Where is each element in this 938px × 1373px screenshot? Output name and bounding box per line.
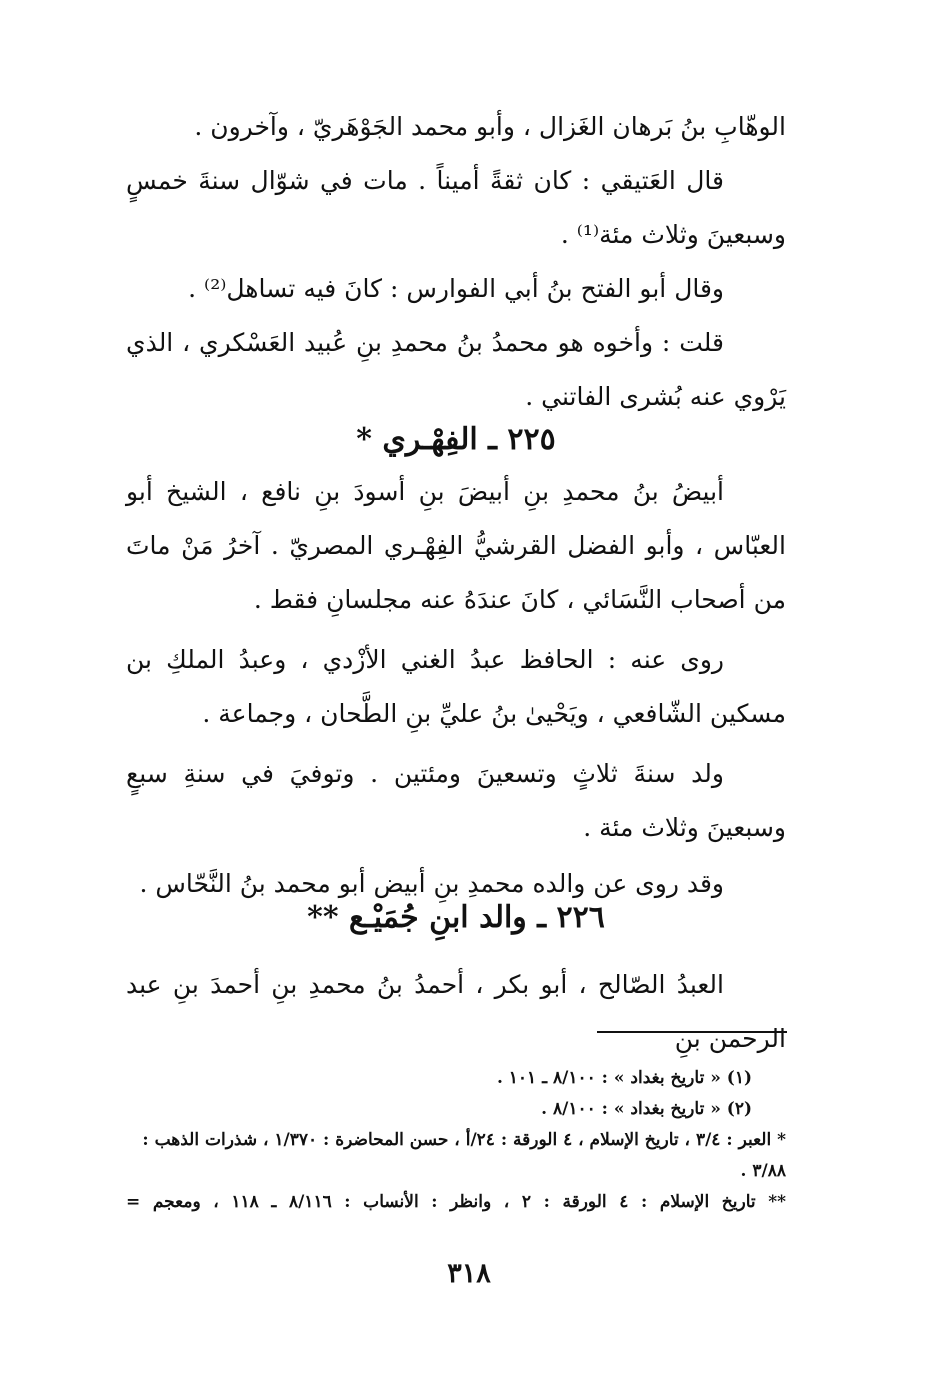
opening-text bbox=[126, 100, 786, 424]
footnote: (٢) « تاريخ بغداد » : ٨/١٠٠ . bbox=[541, 1099, 752, 1119]
paragraph: روى عنه : الحافظ عبدُ الغني الأزْدي ، وعبدُ الملكِ بن مسكين الشّافعي ، ويَحْيىٰ بنُ عليِّ بنِ الطَّحان ، وجماعة . bbox=[126, 645, 786, 728]
paragraph: وقد روى عن والده محمدِ بنِ أبيض أبو محمد بنُ النَّحّاس . bbox=[139, 869, 724, 898]
paragraph: ولد سنةَ ثلاثٍ وتسعينَ ومئتين . وتوفيَ في سنةِ سبعٍ وسبعينَ وثلاث مئة . bbox=[126, 759, 786, 842]
entry-225-text bbox=[126, 465, 786, 911]
paragraph: أبيضُ بنُ محمدِ بنِ أبيضَ بنِ أسودَ بنِ نافع ، الشيخ أبو العبّاس ، وأبو الفضل القرشيُّ الفِهْـري المصريّ . آخرُ مَنْ ماتَ من أصحاب النَّسَائي ، كانَ عندَهُ عنه مجلسانِ فقط . bbox=[126, 477, 786, 614]
paragraph: وقال أبو الفتح بنُ أبي الفوارس : كانَ فيه تساهل⁽²⁾ . bbox=[188, 274, 724, 303]
footnote: (١) « تاريخ بغداد » : ٨/١٠٠ ـ ١٠١ . bbox=[496, 1068, 752, 1088]
entry-226-text bbox=[126, 958, 786, 1066]
paragraph: قلت : وأخوه هو محمدُ بنُ محمدِ بنِ عُبيد العَسْكري ، الذي يَرْوي عنه بُشرى الفاتني . bbox=[126, 328, 786, 411]
page-number: ٣١٨ bbox=[447, 1258, 491, 1289]
entry-heading-225: ٢٢٥ ـ الفِهْـري * bbox=[356, 422, 556, 457]
footnote: * العبر : ٣/٤ ، تاريخ الإسلام ، ٤ الورقة : ٢٤/أ ، حسن المحاضرة : ١/٣٧٠ ، شذرات الذهب : ٣/٨٨ . bbox=[142, 1130, 786, 1181]
paragraph: الوهّابِ بنُ بَرهان الغَزال ، وأبو محمد الجَوْهَريّ ، وآخرون . bbox=[194, 112, 786, 141]
entry-heading-226: ٢٢٦ ـ والد ابنِ جُمَيْـع ** bbox=[307, 900, 605, 935]
footnote-divider bbox=[597, 1031, 787, 1033]
paragraph: العبدُ الصّالح ، أبو بكر ، أحمدُ بنُ محمدِ بنِ أحمدَ بنِ عبد الرحمن بنِ bbox=[126, 970, 786, 1053]
footnote: ** تاريخ الإسلام : ٤ الورقة : ٢ ، وانظر : الأنساب : ٨/١١٦ ـ ١١٨ ، ومعجم = bbox=[126, 1192, 787, 1212]
paragraph: قال العَتيقي : كان ثقةً أميناً . مات في شوّال سنةَ خمسٍ وسبعينَ وثلاث مئة⁽¹⁾ . bbox=[126, 166, 786, 249]
footnotes bbox=[126, 1063, 786, 1218]
